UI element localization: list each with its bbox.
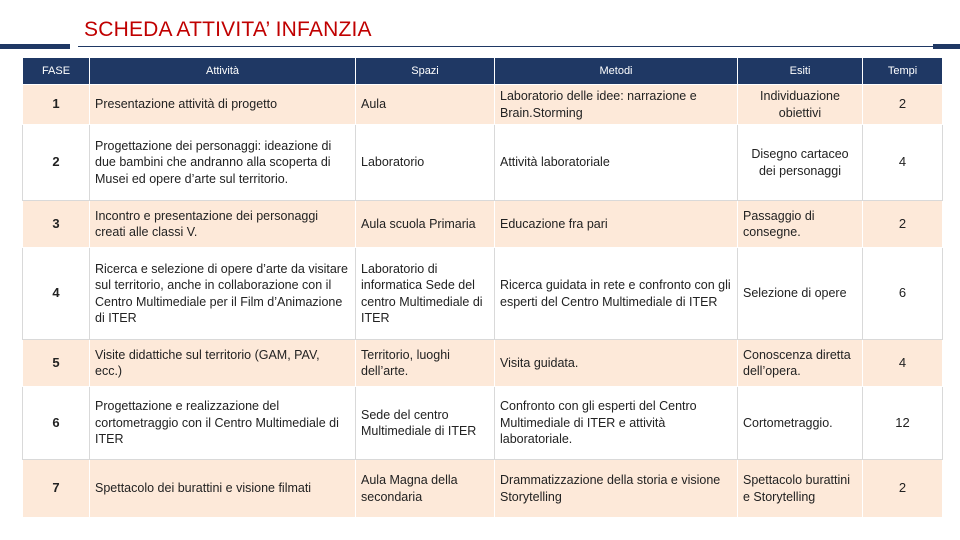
cell-spazi: Aula <box>356 85 495 125</box>
cell-metodi: Educazione fra pari <box>495 201 738 248</box>
cell-spazi: Territorio, luoghi dell’arte. <box>356 340 495 387</box>
header-esiti: Esiti <box>738 58 863 85</box>
table-row <box>23 387 943 460</box>
cell-fase: 1 <box>23 85 90 125</box>
cell-esiti: Cortometraggio. <box>738 387 863 460</box>
table-row <box>23 340 943 387</box>
cell-attivita: Ricerca e selezione di opere d’arte da visitare sul territorio, anche in collaborazione con il Centro Multimediale per il Film d’Animazione di ITER <box>90 248 356 340</box>
cell-metodi: Visita guidata. <box>495 340 738 387</box>
table-row <box>23 248 943 340</box>
cell-attivita: Progettazione e realizzazione del cortometraggio con il Centro Multimediale di ITER <box>90 387 356 460</box>
cell-spazi: Laboratorio di informatica Sede del centro Multimediale di ITER <box>356 248 495 340</box>
cell-attivita: Presentazione attività di progetto <box>90 85 356 125</box>
table-row <box>23 201 943 248</box>
cell-esiti: Passaggio di consegne. <box>738 201 863 248</box>
table-row <box>23 460 943 518</box>
cell-esiti: Disegno cartaceo dei personaggi <box>738 125 863 201</box>
cell-fase: 7 <box>23 460 90 518</box>
cell-tempi: 6 <box>863 248 943 340</box>
cell-attivita: Progettazione dei personaggi: ideazione di due bambini che andranno alla scoperta di Musei ed opere d’arte sul territorio. <box>90 125 356 201</box>
table-row <box>23 85 943 125</box>
header-tempi: Tempi <box>863 58 943 85</box>
activity-table <box>22 57 943 518</box>
table-header-row <box>23 58 943 85</box>
cell-metodi: Confronto con gli esperti del Centro Multimediale di ITER e attività laboratoriale. <box>495 387 738 460</box>
title-rule <box>78 46 933 47</box>
cell-tempi: 4 <box>863 125 943 201</box>
cell-fase: 6 <box>23 387 90 460</box>
cell-spazi: Laboratorio <box>356 125 495 201</box>
cell-metodi: Attività laboratoriale <box>495 125 738 201</box>
header-fase: FASE <box>23 58 90 85</box>
cell-esiti: Spettacolo burattini e Storytelling <box>738 460 863 518</box>
cell-tempi: 4 <box>863 340 943 387</box>
cell-fase: 2 <box>23 125 90 201</box>
cell-tempi: 2 <box>863 85 943 125</box>
title-rule-right <box>933 44 960 49</box>
cell-spazi: Sede del centro Multimediale di ITER <box>356 387 495 460</box>
cell-attivita: Incontro e presentazione dei personaggi creati alle classi V. <box>90 201 356 248</box>
cell-tempi: 2 <box>863 460 943 518</box>
cell-spazi: Aula scuola Primaria <box>356 201 495 248</box>
cell-tempi: 12 <box>863 387 943 460</box>
cell-metodi: Ricerca guidata in rete e confronto con gli esperti del Centro Multimediale di ITER <box>495 248 738 340</box>
cell-esiti: Individuazione obiettivi <box>738 85 863 125</box>
cell-attivita: Visite didattiche sul territorio (GAM, PAV, ecc.) <box>90 340 356 387</box>
title-rule-left <box>0 44 70 49</box>
cell-esiti: Selezione di opere <box>738 248 863 340</box>
cell-fase: 5 <box>23 340 90 387</box>
cell-tempi: 2 <box>863 201 943 248</box>
header-attivita: Attività <box>90 58 356 85</box>
table-row <box>23 125 943 201</box>
cell-esiti: Conoscenza diretta dell’opera. <box>738 340 863 387</box>
cell-metodi: Drammatizzazione della storia e visione Storytelling <box>495 460 738 518</box>
cell-metodi: Laboratorio delle idee: narrazione e Brain.Storming <box>495 85 738 125</box>
cell-attivita: Spettacolo dei burattini e visione filmati <box>90 460 356 518</box>
page-title: SCHEDA ATTIVITA’ INFANZIA <box>84 18 372 41</box>
cell-fase: 4 <box>23 248 90 340</box>
cell-spazi: Aula Magna della secondaria <box>356 460 495 518</box>
cell-fase: 3 <box>23 201 90 248</box>
header-spazi: Spazi <box>356 58 495 85</box>
header-metodi: Metodi <box>495 58 738 85</box>
